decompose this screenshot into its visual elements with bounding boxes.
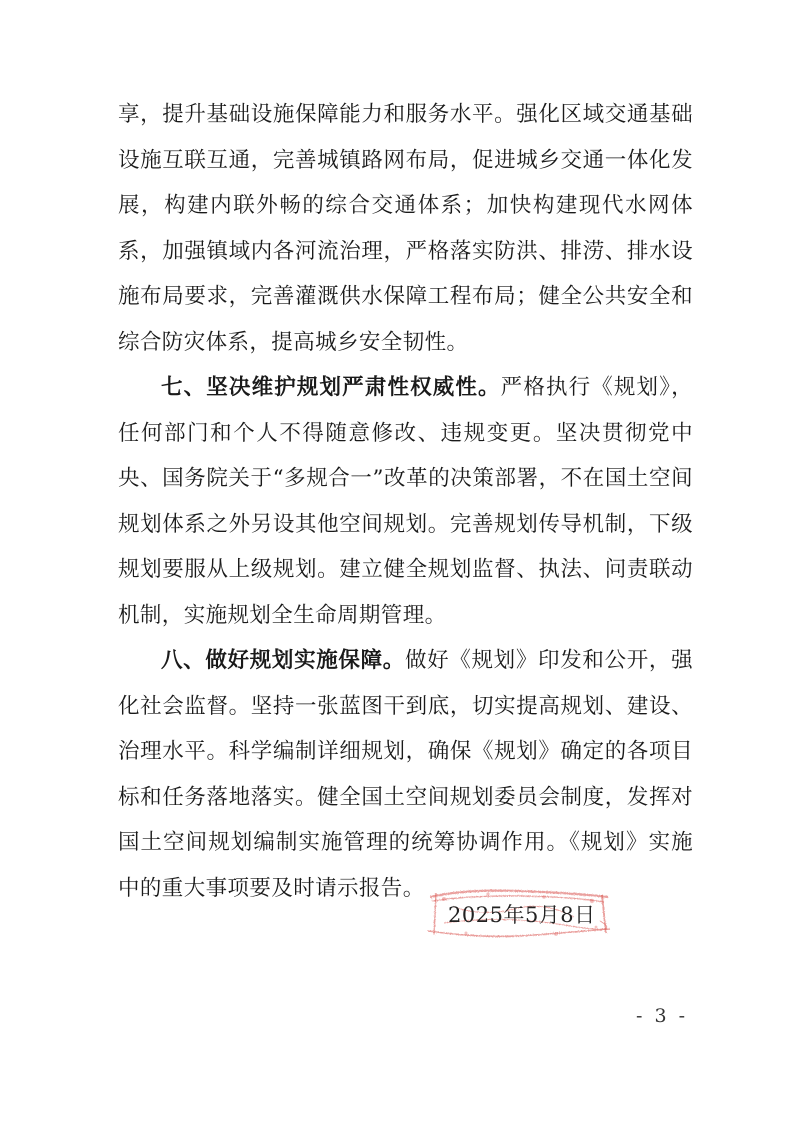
page-number: - 3 -: [636, 1005, 689, 1027]
document-body: [118, 92, 693, 911]
signature-date-block: [434, 893, 614, 937]
paragraph-text: 享，提升基础设施保障能力和服务水平。强化区域交通基础设施互联互通，完善城镇路网布局，促进城乡交通一体化发展，构建内联外畅的综合交通体系；加快构建现代水网体系，加强镇域内各河流治理，严格落实防洪、排涝、排水设施布局要求，完善灌溉供水保障工程布局；健全公共安全和综合防灾体系，提高城乡安全韧性。: [118, 102, 693, 355]
paragraph-continuation: [118, 92, 693, 365]
paragraph-heading: 八、做好规划实施保障。: [161, 648, 405, 673]
issue-date: 2025年5月8日: [448, 903, 596, 927]
paragraph-text: 做好《规划》印发和公开，强化社会监督。坚持一张蓝图干到底，切实提高规划、建设、治理水平。科学编制详细规划，确保《规划》确定的各项目标和任务落地落实。健全国土空间规划委员会制度，发挥对国土空间规划编制实施管理的统筹协调作用。《规划》实施中的重大事项要及时请示报告。: [118, 648, 694, 901]
paragraph-eight: [118, 638, 693, 911]
paragraph-heading: 七、坚决维护规划严肃性权威性。: [161, 375, 501, 400]
paragraph-text: 严格执行《规划》，任何部门和个人不得随意修改、违规变更。坚决贯彻党中央、国务院关于“多规合一”改革的决策部署，不在国土空间规划体系之外另设其他空间规划。完善规划传导机制，下级规划要服从上级规划。建立健全规划监督、执法、问责联动机制，实施规划全生命周期管理。: [118, 375, 693, 628]
paragraph-seven: [118, 365, 693, 638]
